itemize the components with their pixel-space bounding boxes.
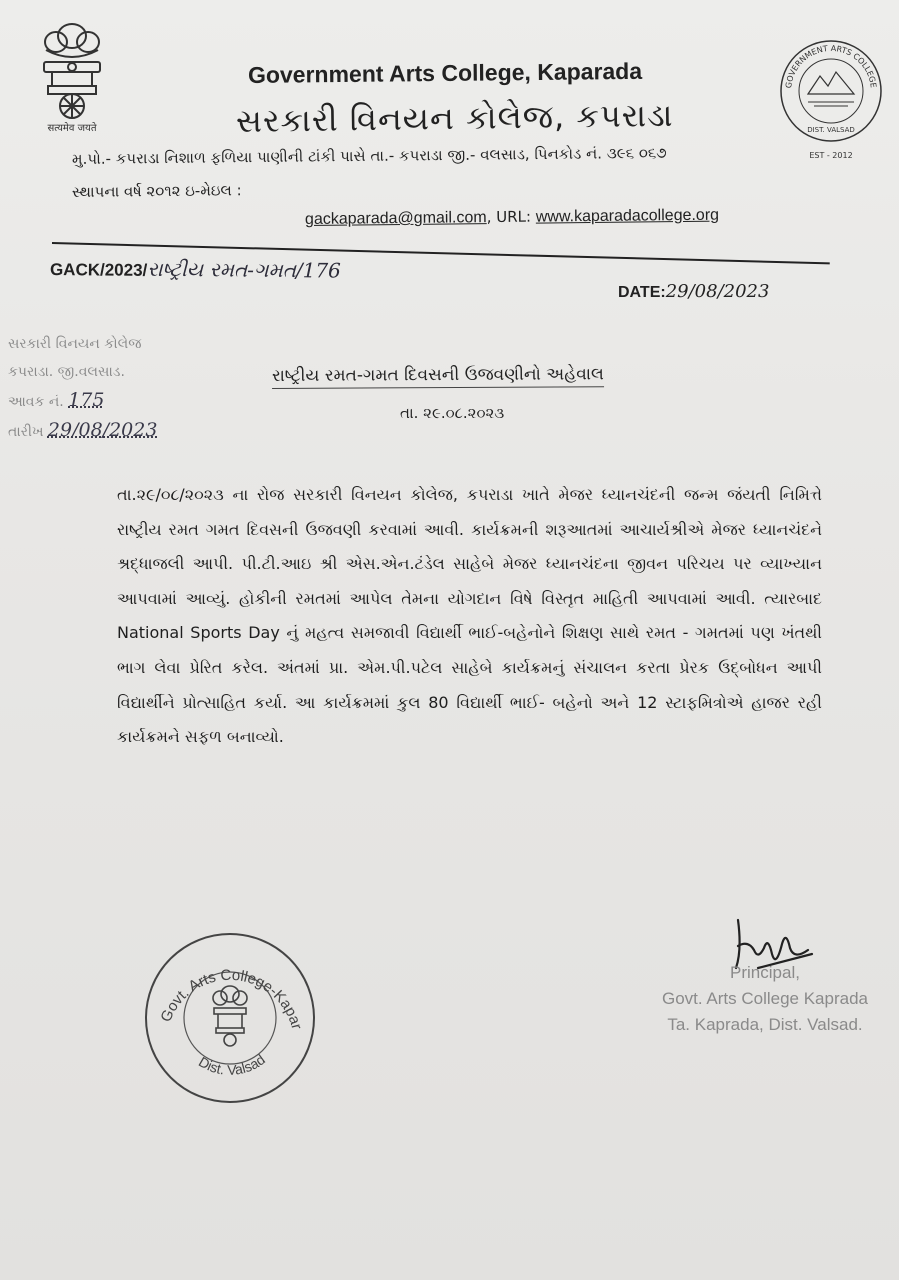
- letter-date: [618, 281, 769, 302]
- principal-location: Ta. Kaprada, Dist. Valsad.: [667, 1015, 863, 1034]
- college-title-gujarati: સરકારી વિનયન કોલેજ, કપરાડા: [235, 95, 674, 140]
- round-college-stamp: [140, 928, 320, 1108]
- contact-links: [305, 206, 719, 229]
- reference-handwritten: રાષ્ટ્રીય રમત-ગમત/176: [147, 256, 341, 283]
- address-line: મુ.પો.- કપરાડા નિશાળ ફળિયા પાણીની ટાંકી પાસે તા.- કપરાડા જી.- વલસાડ, પિનકોડ નં. ૩૯૬ ૦૬૭: [71, 143, 667, 168]
- principal-college: Govt. Arts College Kaprada: [661, 989, 868, 1008]
- stamp-date-label: તારીખ: [8, 424, 44, 440]
- url-label: , URL:: [486, 207, 532, 227]
- stamp-emblem-icon: [213, 986, 247, 1046]
- national-emblem-icon: [32, 14, 112, 134]
- email-link[interactable]: gackaparada@gmail.com: [304, 209, 487, 228]
- seal-est-text: EST - 2012: [809, 151, 853, 160]
- svg-text:GOVERNMENT ARTS COLLEGE KAPARA: [778, 38, 878, 91]
- founding-email-prefix: સ્થાપના વર્ષ ૨૦૧૨ ઇ-મેઇલ :: [71, 181, 242, 201]
- emblem-motto: सत्यमेव जयते: [47, 123, 97, 134]
- principal-block: [645, 960, 885, 1038]
- stamp-number-label: આવક નં.: [8, 394, 64, 410]
- founding-email-line: [72, 181, 242, 201]
- reference-number: [50, 256, 341, 283]
- website-link[interactable]: www.kaparadacollege.org: [535, 206, 720, 226]
- stamp-line2: કપરાડા. જી.વલસાડ.: [8, 364, 125, 380]
- date-value: 29/08/2023: [665, 281, 770, 302]
- report-body: [52, 478, 822, 755]
- seal-ring-text: GOVERNMENT ARTS COLLEGE: [784, 43, 878, 89]
- inward-stamp: [8, 330, 223, 446]
- seal-bottom-text: DIST. VALSAD: [807, 126, 855, 134]
- round-stamp-bottom-text: Dist. Valsad: [195, 1051, 268, 1078]
- date-label: DATE:: [618, 284, 666, 301]
- subject-date: તા. ૨૯.૦૮.૨૦૨૩: [400, 404, 505, 422]
- report-paragraph: તા.૨૯/૦૮/૨૦૨૩ ના રોજ સરકારી વિનયન કોલેજ, કપરાડા ખાતે મેજર ધ્યાનચંદની જન્મ જંયતી નિમિત્તે રાષ્ટ્રીય રમત ગમત દિવસની ઉજવણી કરવામાં આવી. કાર્યક્રમની શરૂઆતમાં આચાર્યશ્રીએ મેજર ધ્યાનચંદને શ્રદ્ધાજલી આપી. પી.ટી.આઇ શ્રી એસ.એન.ટંડેલ સાહેબે મેજર ધ્યાનચંદના જીવન પરિચય પર વ્યાખ્યાન આપવામાં આવ્યું. હોકીની રમતમાં આપેલ તેમના યોગદાન વિષે વિસ્તૃત માહિતી આપવામાં આવી. ત્યારબાદ National Sports Day નું મહત્વ સમજાવી વિદ્યાર્થી ભાઈ-બહેનોને શિક્ષણ સાથે રમત - ગમતમાં પણ ખંતથી ભાગ લેવા પ્રેરિત કરેલ. અંતમાં પ્રા. એમ.પી.પટેલ સાહેબે કાર્યક્રમનું સંચાલન કરતા પ્રેરક ઉદ્બોધન આપી વિદ્યાર્થીને પ્રોત્સાહિત કર્યા. આ કાર્યક્રમમાં કુલ 80 વિદ્યાર્થી ભાઈ- બહેનો અને 12 સ્ટાફમિત્રોએ હાજર રહી કાર્યક્રમને સફળ બનાવ્યો.: [117, 485, 822, 747]
- stamp-date-value: 29/08/2023: [47, 419, 158, 441]
- stamp-line1: સરકારી વિનયન કોલેજ: [8, 336, 142, 352]
- svg-text:Dist. Valsad: [196, 1051, 268, 1078]
- subject-title: રાષ્ટ્રીય રમત-ગમત દિવસની ઉજવણીનો અહેવાલ: [272, 364, 604, 389]
- college-title-english: Government Arts College, Kaparada: [247, 57, 643, 88]
- reference-prefix: GACK/2023/: [49, 260, 148, 280]
- college-seal: [778, 38, 884, 162]
- stamp-number-value: 175: [68, 389, 105, 411]
- round-stamp-ring-text: Govt. Arts College-Kapar: [157, 966, 306, 1032]
- svg-text:Govt. Arts College-Kaparada: [140, 928, 305, 1031]
- principal-title: Principal,: [730, 963, 800, 982]
